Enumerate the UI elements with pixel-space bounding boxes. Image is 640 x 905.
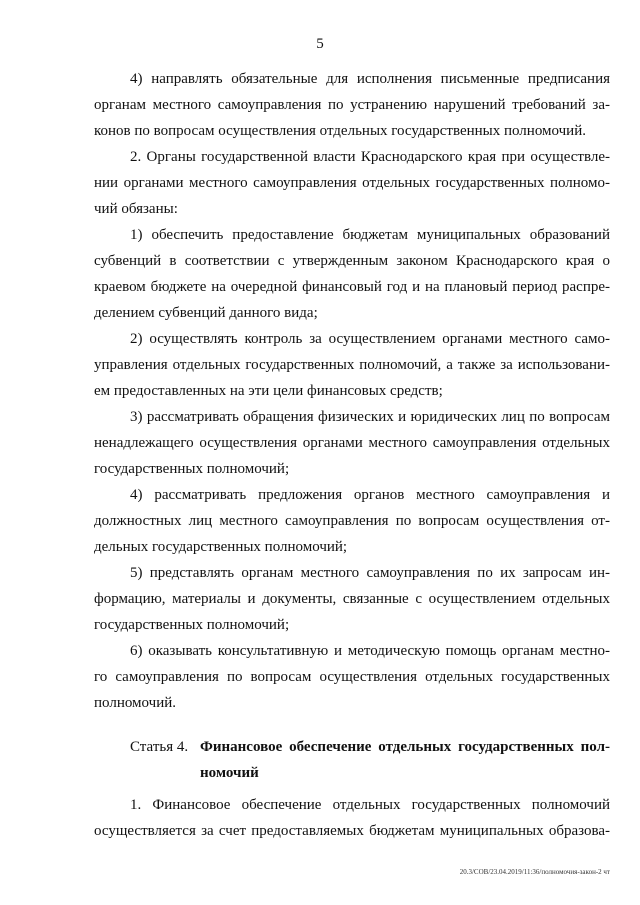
text-line: государственных полномочий;	[94, 617, 290, 633]
text-line: осуществляется за счет предоставляемых бюджетам муниципальных образова-	[94, 823, 610, 839]
text-line: делением субвенций данного вида;	[94, 305, 318, 321]
article-title-continued: номочий	[200, 765, 259, 781]
text-line: чий обязаны:	[94, 201, 178, 217]
text-line: го самоуправления по вопросам осуществления отдельных государственных	[94, 669, 610, 685]
text-line: 4) направлять обязательные для исполнения письменные предписания	[130, 71, 610, 87]
text-line: 2. Органы государственной власти Краснодарского края при осуществле-	[130, 149, 610, 165]
text-line: полномочий.	[94, 695, 177, 711]
text-line: дельных государственных полномочий;	[94, 539, 348, 555]
text-line: формацию, материалы и документы, связанные с осуществлением отдельных	[94, 591, 610, 607]
text-line: органам местного самоуправления по устранению нарушений требований за-	[94, 97, 610, 113]
text-line: 3) рассматривать обращения физических и юридических лиц по вопросам	[130, 409, 610, 425]
text-line: конов по вопросам осуществления отдельных государственных полномочий.	[94, 123, 586, 139]
text-line: 1) обеспечить предоставление бюджетам муниципальных образований	[130, 227, 610, 243]
article-number: Статья 4.	[130, 739, 189, 755]
text-line: 4) рассматривать предложения органов местного самоуправления и	[130, 487, 610, 503]
document-footer: 20.3/СОВ/23.04.2019/11:36/полномочия-закон-2 чт	[459, 868, 610, 876]
text-line: ем предоставленных на эти цели финансовых средств;	[94, 383, 443, 399]
text-line: субвенций в соответствии с утвержденным законом Краснодарского края о	[94, 253, 610, 269]
text-line: должностных лиц местного самоуправления по вопросам осуществления от-	[94, 513, 610, 529]
text-line: государственных полномочий;	[94, 461, 290, 477]
text-line: 5) представлять органам местного самоуправления по их запросам ин-	[130, 565, 610, 581]
text-line: 6) оказывать консультативную и методическую помощь органам местно-	[130, 643, 610, 659]
article-title: Финансовое обеспечение отдельных государственных пол-	[200, 739, 610, 755]
text-line: 2) осуществлять контроль за осуществлением органами местного само-	[130, 331, 610, 347]
page-number: 5	[316, 36, 324, 52]
text-line: ненадлежащего осуществления органами местного самоуправления отдельных	[94, 435, 610, 451]
text-line: 1. Финансовое обеспечение отдельных государственных полномочий	[130, 797, 610, 813]
text-line: краевом бюджете на очередной финансовый год и на плановый период распре-	[94, 279, 610, 295]
text-line: нии органами местного самоуправления отдельных государственных полномо-	[94, 175, 610, 191]
text-line: управления отдельных государственных полномочий, а также за использовани-	[94, 357, 610, 373]
